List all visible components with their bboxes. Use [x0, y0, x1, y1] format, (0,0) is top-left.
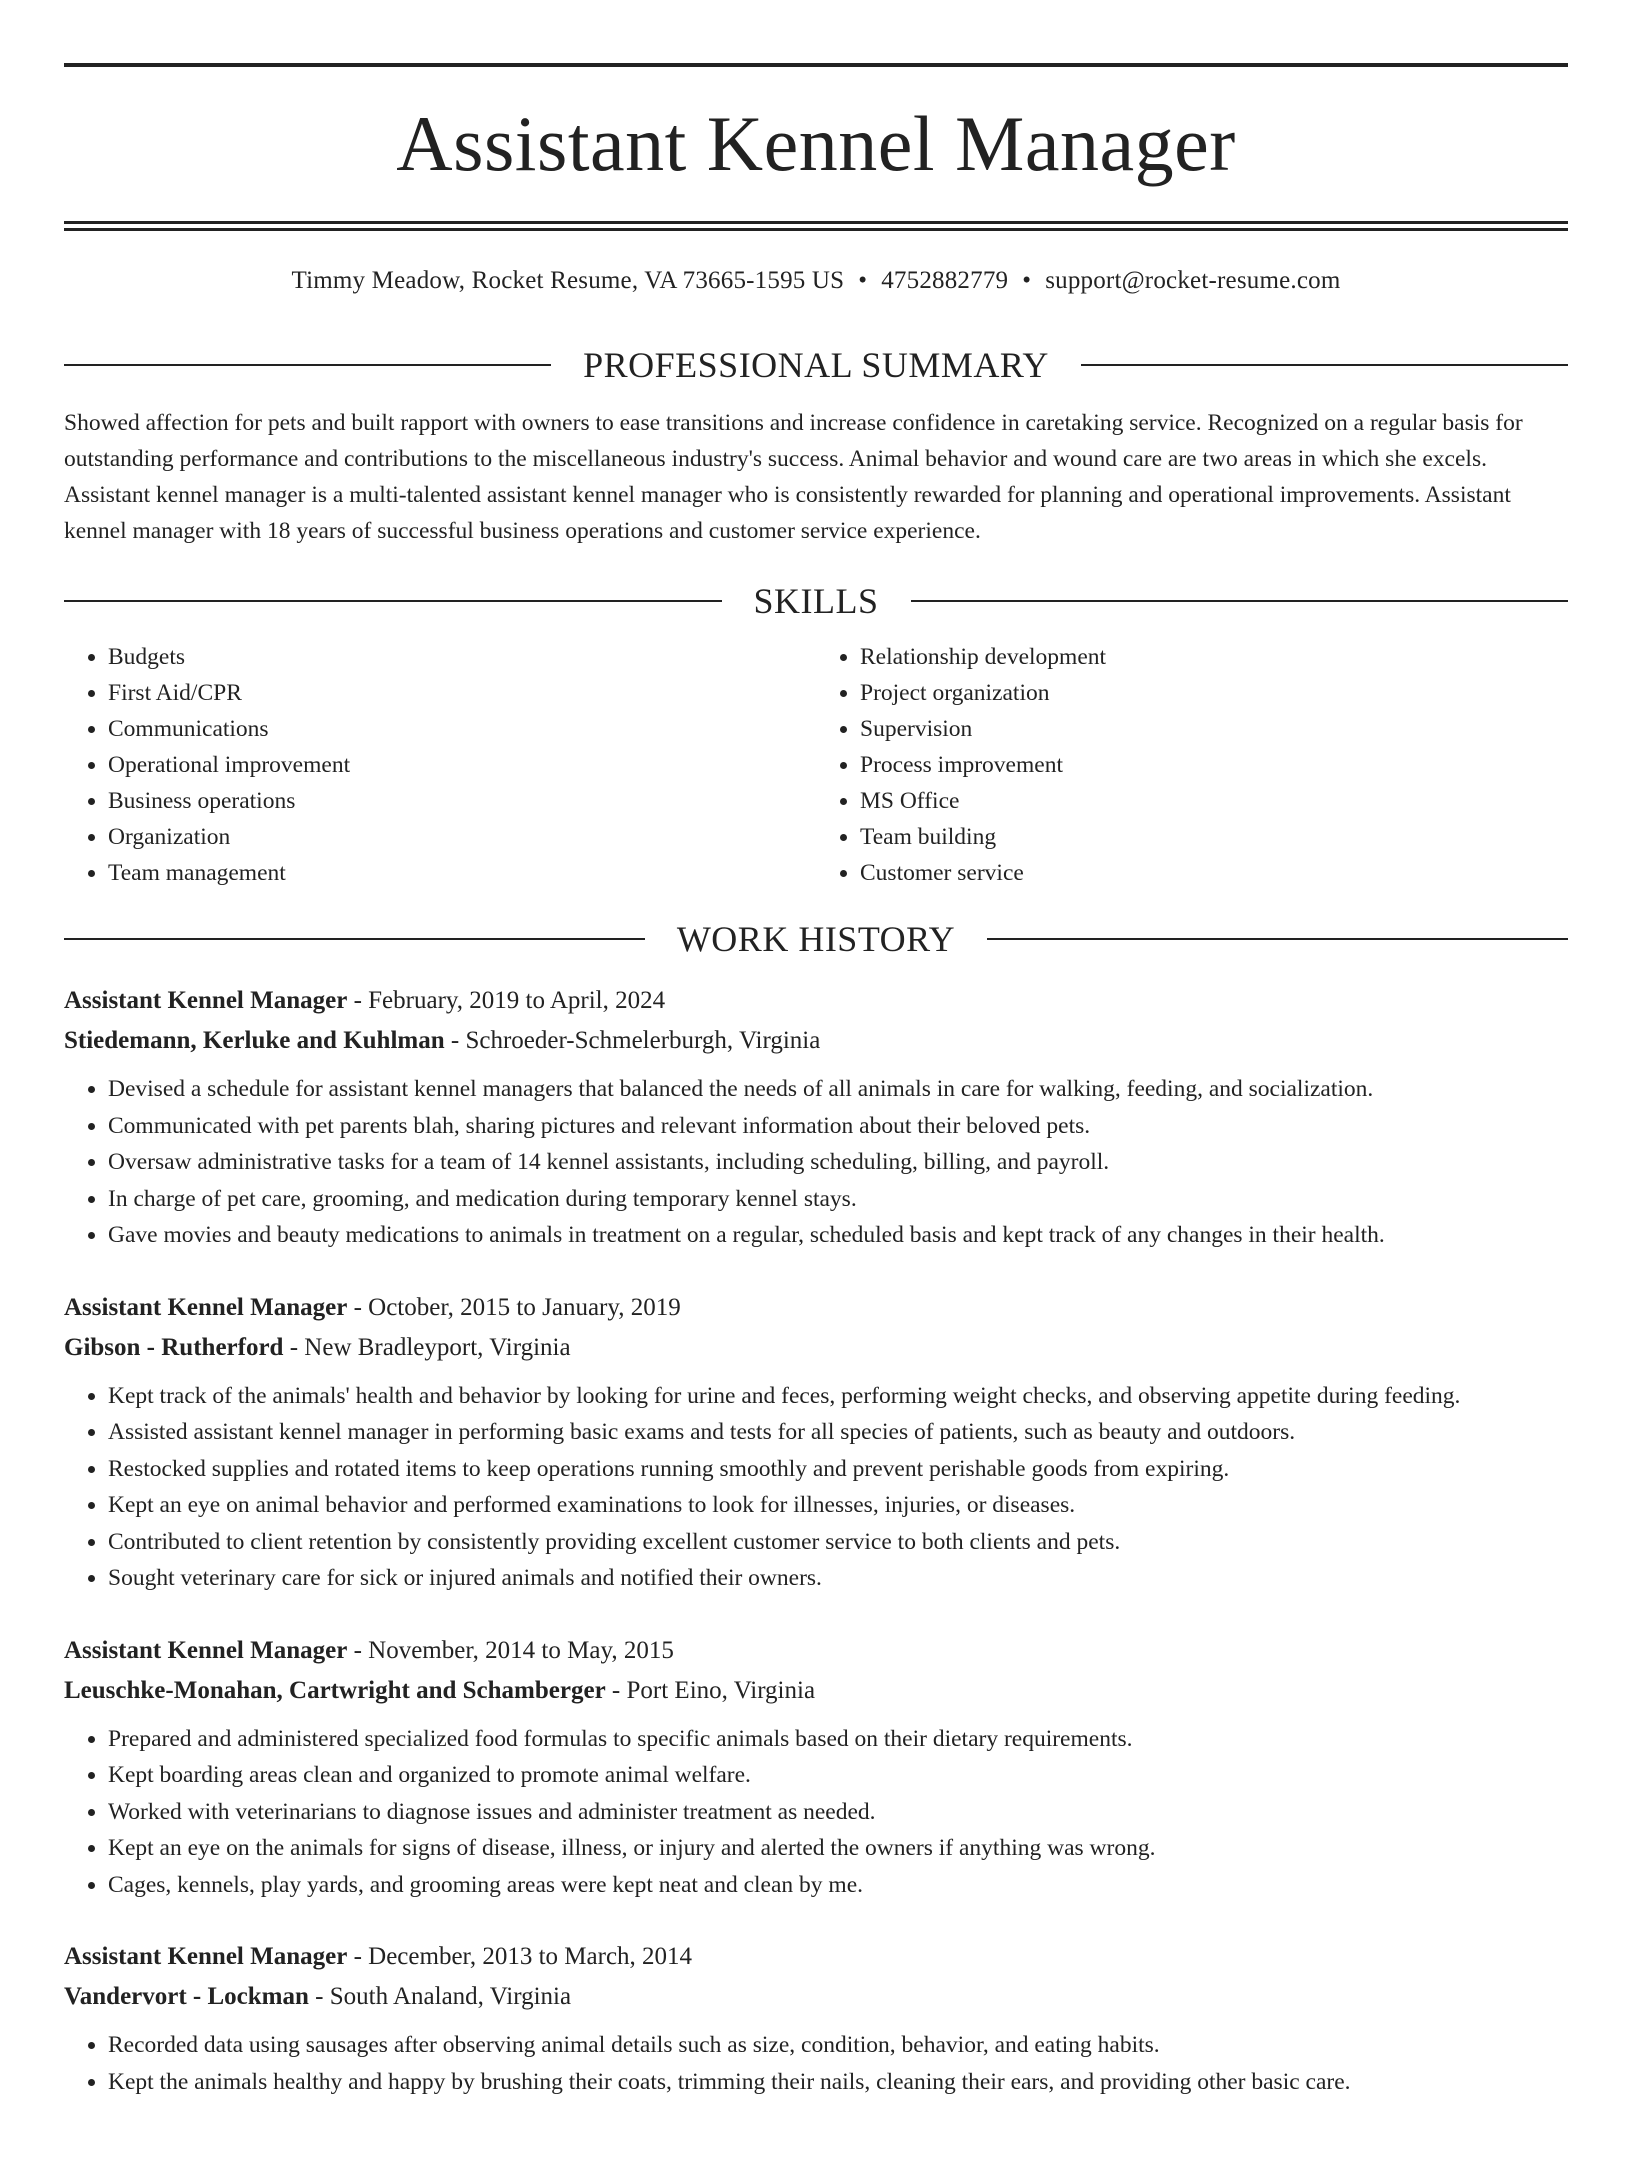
job-bullet: • Recorded data using sausages after observing animal details such as size, condition, behavior, and eating habits. — [108, 2027, 1568, 2064]
heading-rule-left — [64, 938, 645, 940]
contact-separator: • — [858, 267, 868, 294]
job-company-line — [64, 1671, 1568, 1711]
skill-item: • First Aid/CPR — [108, 675, 816, 711]
job-bullet: • Gave movies and beauty medications to animals in treatment on a regular, scheduled basis and kept track of any changes in their health. — [108, 1217, 1568, 1254]
contact-phone: 4752882779 — [881, 267, 1009, 294]
job-title: Assistant Kennel Manager — [64, 987, 348, 1014]
dash: - — [347, 1636, 369, 1664]
job-bullets — [64, 1378, 1568, 1597]
job-bullet: • Devised a schedule for assistant kennel managers that balanced the needs of all animals in care for walking, feeding, and socialization. — [108, 1071, 1568, 1108]
skill-item: • Communications — [108, 711, 816, 747]
skill-item: • Team building — [860, 819, 1568, 855]
summary-heading-text: PROFESSIONAL SUMMARY — [583, 345, 1049, 385]
resume-page — [0, 63, 1632, 2175]
skills-column-left — [64, 639, 816, 891]
job-bullet: • In charge of pet care, grooming, and medication during temporary kennel stays. — [108, 1181, 1568, 1218]
job-dates: October, 2015 to January, 2019 — [368, 1293, 681, 1321]
summary-text: Showed affection for pets and built rapport with owners to ease transitions and increase confidence in caretaking service. Recognized on a regular basis for outstanding performance and contributions to the miscellaneous industry's success. Animal behavior and wound care are two areas in which she excels. Assistant kennel manager is a multi-talented assistant kennel manager who is consistently rewarded for planning and operational improvements. Assistant kennel manager with 18 years of successful business operations and customer service experience. — [64, 410, 1523, 544]
job-bullet: • Contributed to client retention by consistently providing excellent customer service to both clients and pets. — [108, 1524, 1568, 1561]
job-entry — [64, 1288, 1568, 1597]
skill-item: • Operational improvement — [108, 747, 816, 783]
job-bullets — [64, 1721, 1568, 1904]
job-bullets — [64, 2027, 1568, 2100]
job-entry — [64, 1631, 1568, 1904]
job-company-line — [64, 1021, 1568, 1061]
heading-rule-right — [987, 938, 1568, 940]
job-title-line — [64, 1288, 1568, 1328]
job-bullet: • Kept an eye on animal behavior and performed examinations to look for illnesses, injuries, or diseases. — [108, 1487, 1568, 1524]
contact-line — [64, 267, 1568, 295]
job-company: Stiedemann, Kerluke and Kuhlman — [64, 1027, 445, 1054]
work-heading-text: WORK HISTORY — [676, 919, 956, 959]
skill-item: • Budgets — [108, 639, 816, 675]
job-bullet: • Sought veterinary care for sick or injured animals and notified their owners. — [108, 1560, 1568, 1597]
job-bullet: • Kept the animals healthy and happy by brushing their coats, trimming their nails, cleaning their ears, and providing other basic care. — [108, 2064, 1568, 2101]
job-title: Assistant Kennel Manager — [64, 1636, 348, 1664]
job-title-line — [64, 1937, 1568, 1977]
job-location: New Bradleyport, Virginia — [304, 1333, 571, 1361]
contact-email: support@rocket-resume.com — [1045, 267, 1341, 294]
job-entry — [64, 981, 1568, 1254]
job-bullets — [64, 1071, 1568, 1254]
skill-item: • Team management — [108, 855, 816, 891]
dash: - — [605, 1676, 627, 1704]
skill-item: • Relationship development — [860, 639, 1568, 675]
skill-item: • Supervision — [860, 711, 1568, 747]
skills-heading-text: SKILLS — [753, 581, 879, 621]
heading-rule-right — [1081, 364, 1568, 366]
dash: - — [444, 1027, 466, 1054]
job-location: South Analand, Virginia — [329, 1983, 572, 2010]
job-title-line — [64, 981, 1568, 1021]
job-bullet: • Assisted assistant kennel manager in performing basic exams and tests for all species of patients, such as beauty and outdoors. — [108, 1414, 1568, 1451]
job-bullet: • Kept boarding areas clean and organized to promote animal welfare. — [108, 1757, 1568, 1794]
title-block — [64, 63, 1568, 231]
dash: - — [308, 1983, 330, 2010]
job-title: Assistant Kennel Manager — [64, 1943, 348, 1970]
job-dates: February, 2019 to April, 2024 — [368, 987, 666, 1014]
dash: - — [347, 1293, 369, 1321]
skills-list — [64, 639, 1568, 891]
skill-item: • Customer service — [860, 855, 1568, 891]
job-location: Schroeder-Schmelerburgh, Virginia — [465, 1027, 821, 1054]
job-title-line — [64, 1631, 1568, 1671]
job-bullet: • Oversaw administrative tasks for a team of 14 kennel assistants, including scheduling, billing, and payroll. — [108, 1144, 1568, 1181]
job-bullet: • Restocked supplies and rotated items to keep operations running smoothly and prevent perishable goods from expiring. — [108, 1451, 1568, 1488]
job-bullet: • Communicated with pet parents blah, sharing pictures and relevant information about their beloved pets. — [108, 1108, 1568, 1145]
summary-heading — [64, 347, 1568, 383]
job-company: Leuschke-Monahan, Cartwright and Schamberger — [64, 1676, 606, 1704]
heading-rule-left — [64, 600, 722, 602]
contact-address: Timmy Meadow, Rocket Resume, VA 73665-1595 US — [291, 267, 845, 294]
job-dates: November, 2014 to May, 2015 — [368, 1636, 674, 1664]
job-location: Port Eino, Virginia — [626, 1676, 816, 1704]
job-bullet: • Kept an eye on the animals for signs of disease, illness, or injury and alerted the owners if anything was wrong. — [108, 1830, 1568, 1867]
job-company-line — [64, 1328, 1568, 1368]
skill-item: • Business operations — [108, 783, 816, 819]
job-company: Gibson - Rutherford — [64, 1333, 284, 1361]
skill-item: • Organization — [108, 819, 816, 855]
job-title: Assistant Kennel Manager — [64, 1293, 348, 1321]
page-title: Assistant Kennel Manager — [396, 100, 1236, 187]
contact-separator: • — [1022, 267, 1032, 294]
heading-rule-left — [64, 364, 551, 366]
skill-item: • MS Office — [860, 783, 1568, 819]
skill-item: • Process improvement — [860, 747, 1568, 783]
work-heading — [64, 921, 1568, 957]
dash: - — [283, 1333, 305, 1361]
job-dates: December, 2013 to March, 2014 — [368, 1943, 693, 1970]
job-bullet: • Prepared and administered specialized food formulas to specific animals based on their dietary requirements. — [108, 1721, 1568, 1758]
skill-item: • Project organization — [860, 675, 1568, 711]
dash: - — [347, 1943, 369, 1970]
job-entry — [64, 1937, 1568, 2100]
job-bullet: • Worked with veterinarians to diagnose issues and administer treatment as needed. — [108, 1794, 1568, 1831]
skills-heading — [64, 583, 1568, 619]
job-bullet: • Kept track of the animals' health and behavior by looking for urine and feces, performing weight checks, and observing appetite during feeding. — [108, 1378, 1568, 1415]
job-company: Vandervort - Lockman — [64, 1983, 309, 2010]
dash: - — [347, 987, 369, 1014]
job-bullet: • Cages, kennels, play yards, and grooming areas were kept neat and clean by me. — [108, 1867, 1568, 1904]
heading-rule-right — [911, 600, 1569, 602]
job-company-line — [64, 1977, 1568, 2017]
skills-column-right — [816, 639, 1568, 891]
title-double-rule — [64, 221, 1568, 231]
